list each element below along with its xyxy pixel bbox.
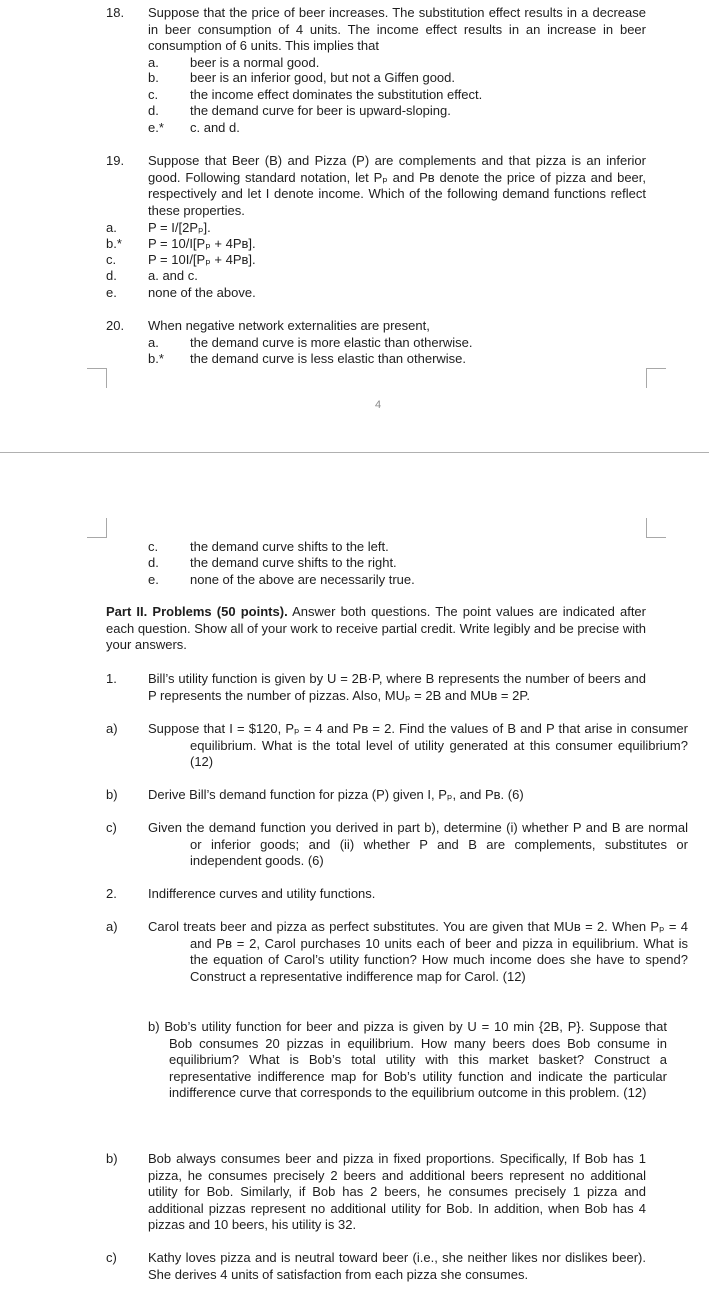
page-divider bbox=[0, 452, 709, 453]
q18-option-d-letter: d. bbox=[148, 103, 159, 118]
q19-option-d-text: a. and c. bbox=[148, 268, 198, 283]
p1-b-label: b) bbox=[106, 787, 118, 802]
q19-option-c-text: P = 10I/[Pₚ + 4Pʙ]. bbox=[148, 252, 256, 267]
q18-option-c-letter: c. bbox=[148, 87, 159, 102]
q19-stem: Suppose that Beer (B) and Pizza (P) are complements and that pizza is an inferior good. Following standard notation, let Pₚ and Pʙ denote the price of pizza and beer, respectively and let I denote income. Which of the following demand functions reflect these properties. bbox=[148, 153, 646, 218]
crop-mark-top-right bbox=[646, 368, 666, 388]
p1-c-label: c) bbox=[106, 820, 117, 835]
p2-b-label: b) bbox=[106, 1151, 118, 1166]
q18-stem: Suppose that the price of beer increases. The substitution effect results in a decrease in beer consumption of 4 units. The income effect results in an increase in beer consumption of 6 units. This implies that bbox=[148, 5, 646, 54]
p1-a-label: a) bbox=[106, 721, 118, 736]
q19-option-a-letter: a. bbox=[106, 220, 117, 235]
q18-option-b-text: beer is an inferior good, but not a Giffen good. bbox=[190, 70, 455, 85]
p1-c-text: Given the demand function you derived in part b), determine (i) whether P and B are normal or inferior goods; and (ii) whether P and B are complements, substitutes or independent goods. (6) bbox=[148, 820, 688, 869]
q18-option-a-letter: a. bbox=[148, 55, 159, 70]
p2-b-text: Bob always consumes beer and pizza in fixed proportions. Specifically, If Bob has 1 pizza, he consumes precisely 2 beers and additional beers represent no additional utility for Bob. Similarly, if Bob has 2 beers, he consumes precisely 1 pizza and additional pizzas represent no additional utility for Bob. In addition, when Bob has 4 pizzas and 10 beers, his utility is 32. bbox=[148, 1151, 646, 1233]
q19-option-b-letter: b.* bbox=[106, 236, 122, 251]
p1-a-text: Suppose that I = $120, Pₚ = 4 and Pʙ = 2. Find the values of B and P that arise in consumer equilibrium. What is the total level of utility generated at this consumer equilibrium? (12) bbox=[148, 721, 688, 770]
part2-heading: Part II. Problems (50 points). bbox=[106, 604, 288, 619]
q20-number: 20. bbox=[106, 318, 125, 333]
p1-number: 1. bbox=[106, 671, 117, 686]
p2-bob-inline-text: b) Bob’s utility function for beer and pizza is given by U = 10 min {2B, P}. Suppose that Bob consumes 20 pizzas in equilibrium. How many beers does Bob consume in equilibrium? What is Bob’s total utility with this market basket? Construct a representative indifference map for Bob’s utility function and indicate the particular indifference curve that corresponds to the equilibrium outcome in this problem. (12) bbox=[148, 1019, 667, 1101]
q20-option-d-text: the demand curve shifts to the right. bbox=[190, 555, 397, 570]
crop-mark-bottom-left bbox=[87, 518, 107, 538]
page-number: 4 bbox=[375, 399, 382, 411]
q20-option-c-letter: c. bbox=[148, 539, 159, 554]
q20-option-b-text: the demand curve is less elastic than otherwise. bbox=[190, 351, 467, 366]
p1-stem: Bill’s utility function is given by U = 2B·P, where B represents the number of beers and P represents the number of pizzas. Also, MUₚ = 2B and MUʙ = 2P. bbox=[148, 671, 646, 703]
p2-stem: Indifference curves and utility functions. bbox=[148, 886, 376, 901]
q18-option-e-letter: e.* bbox=[148, 120, 164, 135]
q18-option-a-text: beer is a normal good. bbox=[190, 55, 320, 70]
p2-number: 2. bbox=[106, 886, 117, 901]
part2-intro-block bbox=[106, 604, 646, 654]
q20-option-a-letter: a. bbox=[148, 335, 159, 350]
q20-stem: When negative network externalities are present, bbox=[148, 318, 430, 333]
p2-c-text: Kathy loves pizza and is neutral toward beer (i.e., she neither likes nor dislikes beer). She derives 4 units of satisfaction from each pizza she consumes. bbox=[148, 1250, 646, 1282]
q20-option-c-text: the demand curve shifts to the left. bbox=[190, 539, 389, 554]
q19-number: 19. bbox=[106, 153, 125, 168]
p2-c-label: c) bbox=[106, 1250, 117, 1265]
q19-option-d-letter: d. bbox=[106, 268, 117, 283]
q18-option-d-text: the demand curve for beer is upward-sloping. bbox=[190, 103, 451, 118]
q18-number: 18. bbox=[106, 5, 125, 20]
q20-option-b-letter: b.* bbox=[148, 351, 164, 366]
q19-option-c-letter: c. bbox=[106, 252, 117, 267]
q19-option-e-text: none of the above. bbox=[148, 285, 256, 300]
p2-a-text: Carol treats beer and pizza as perfect substitutes. You are given that MUʙ = 2. When Pₚ = 4 and Pʙ = 2, Carol purchases 10 units each of beer and pizza in equilibrium. What is the equation of Carol’s utility function? How much income does she have to spend? Construct a representative indifference map for Carol. (12) bbox=[148, 919, 688, 984]
q20-option-e-letter: e. bbox=[148, 572, 159, 587]
q20-option-d-letter: d. bbox=[148, 555, 159, 570]
q19-option-b-text: P = 10/I[Pₚ + 4Pʙ]. bbox=[148, 236, 256, 251]
part2-intro: Answer both questions. The point values are indicated after each question. Show all of your work to receive partial credit. Write legibly and be precise with your answers. bbox=[106, 604, 646, 653]
crop-mark-bottom-right bbox=[646, 518, 666, 538]
q18-option-c-text: the income effect dominates the substitution effect. bbox=[190, 87, 483, 102]
p2-a-label: a) bbox=[106, 919, 118, 934]
q20-option-e-text: none of the above are necessarily true. bbox=[190, 572, 415, 587]
q20-option-a-text: the demand curve is more elastic than otherwise. bbox=[190, 335, 473, 350]
q19-option-a-text: P = I/[2Pₚ]. bbox=[148, 220, 211, 235]
q18-option-b-letter: b. bbox=[148, 70, 159, 85]
q18-option-e-text: c. and d. bbox=[190, 120, 240, 135]
q19-option-e-letter: e. bbox=[106, 285, 117, 300]
p1-b-text: Derive Bill’s demand function for pizza (P) given I, Pₚ, and Pʙ. (6) bbox=[148, 787, 524, 802]
crop-mark-top-left bbox=[87, 368, 107, 388]
